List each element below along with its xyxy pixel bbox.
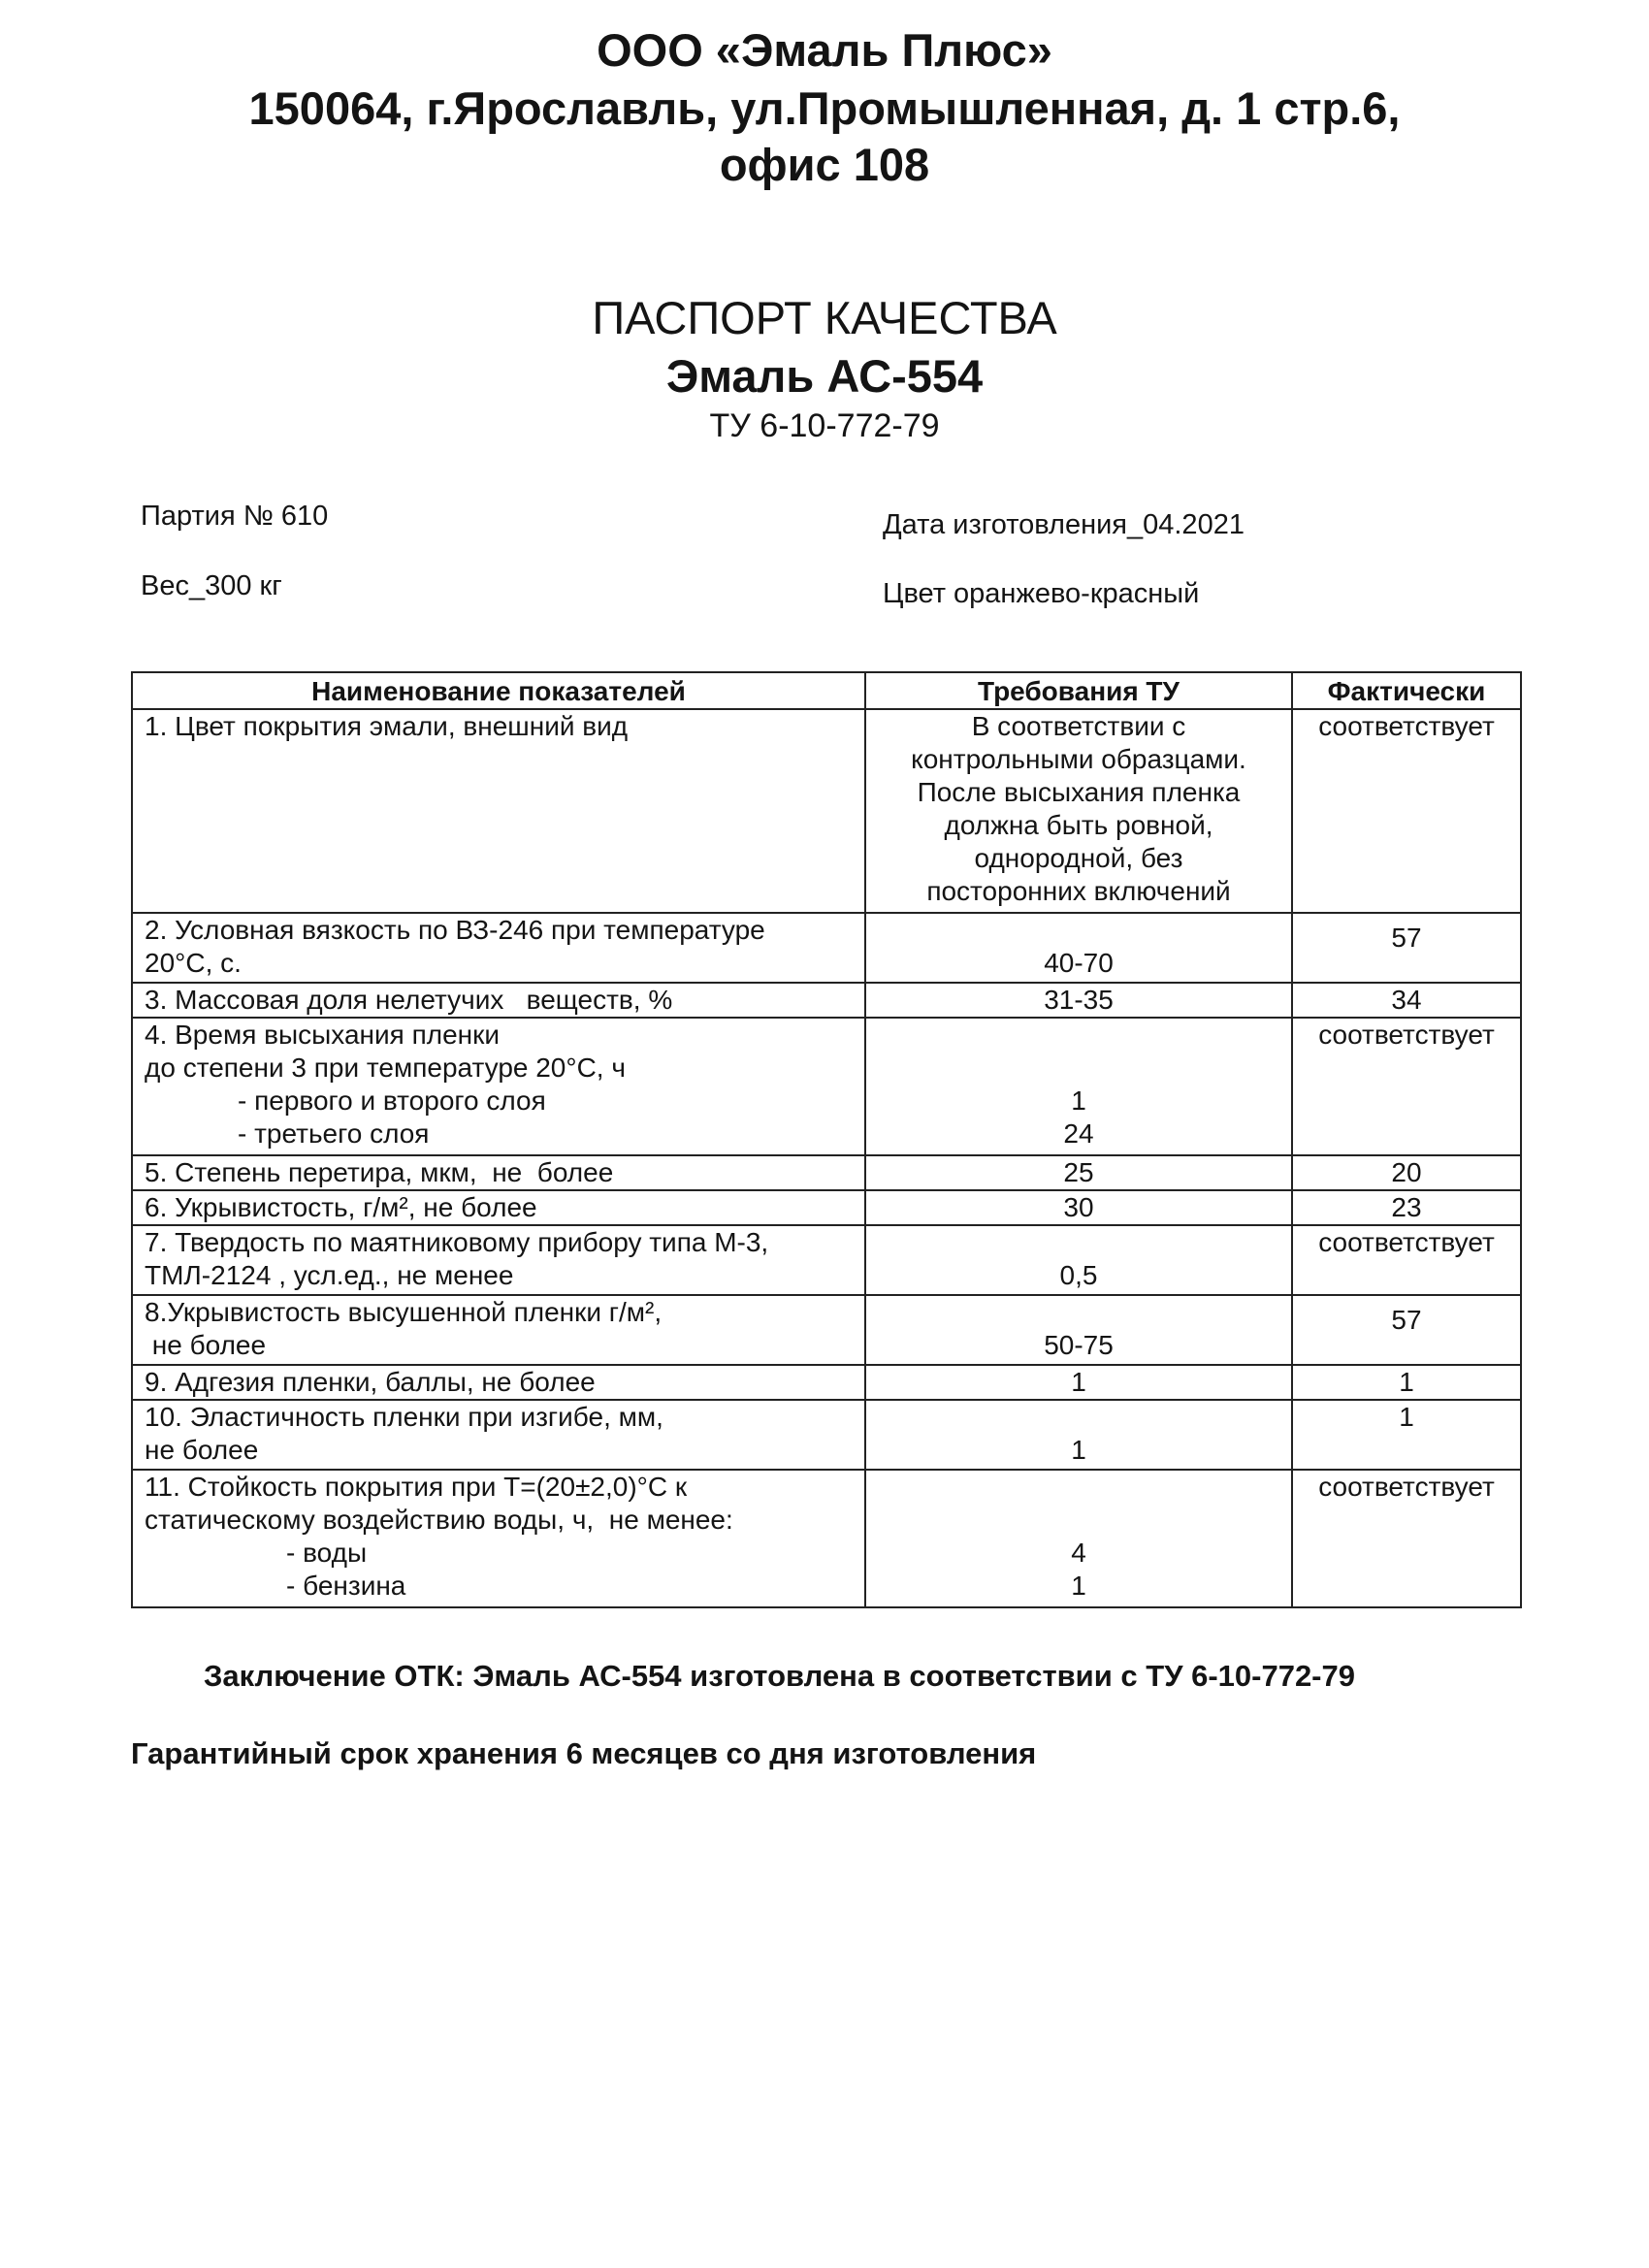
- batch-number: Партия № 610: [141, 501, 329, 532]
- requirement-text: должна быть ровной,: [944, 810, 1213, 840]
- indicator-text: - первого и второго слоя: [238, 1085, 546, 1116]
- indicator-cell: [132, 1470, 865, 1607]
- actual-cell: [1292, 1225, 1521, 1295]
- requirement-cell: [865, 1295, 1292, 1365]
- requirement-cell: [865, 1225, 1292, 1295]
- indicator-text: до степени 3 при температуре 20°С, ч: [145, 1053, 626, 1083]
- table-row: [132, 1365, 1521, 1400]
- indicator-text: 2. Условная вязкость по ВЗ-246 при температуре: [145, 915, 765, 945]
- company-name: ООО «Эмаль Плюс»: [597, 24, 1052, 76]
- requirement-cell: [865, 1400, 1292, 1470]
- indicator-cell: [132, 1018, 865, 1155]
- column-header-actual: Фактически: [1292, 672, 1521, 709]
- indicator-text: 8.Укрывистость высушенной пленки г/м²,: [145, 1297, 663, 1327]
- requirement-cell: [865, 1155, 1292, 1190]
- actual-cell: [1292, 1155, 1521, 1190]
- table-row: [132, 1470, 1521, 1607]
- requirement-text: После высыхания пленка: [917, 777, 1241, 807]
- table-row: [132, 709, 1521, 913]
- requirement-cell: [865, 709, 1292, 913]
- requirement-text: 0,5: [1059, 1260, 1098, 1290]
- indicator-text: 9. Адгезия пленки, баллы, не более: [145, 1367, 596, 1397]
- requirement-text: 1: [1071, 1435, 1086, 1465]
- indicator-text: 4. Время высыхания пленки: [145, 1020, 500, 1050]
- actual-cell: [1292, 1295, 1521, 1365]
- requirement-text: 25: [1063, 1157, 1094, 1187]
- actual-cell: [1292, 1018, 1521, 1155]
- table-row: [132, 983, 1521, 1018]
- requirement-text: 1: [1071, 1571, 1086, 1601]
- actual-text: соответствует: [1318, 1020, 1495, 1050]
- indicator-cell: [132, 1295, 865, 1365]
- requirement-text: однородной, без: [974, 843, 1183, 873]
- indicator-text: 5. Степень перетира, мкм, не более: [145, 1157, 614, 1187]
- column-header-requirement: Требования ТУ: [865, 672, 1292, 709]
- requirement-cell: [865, 1018, 1292, 1155]
- document-title: ПАСПОРТ КАЧЕСТВА: [592, 292, 1057, 343]
- table-row: [132, 1400, 1521, 1470]
- quality-table: [131, 671, 1522, 1608]
- requirement-cell: [865, 983, 1292, 1018]
- table-row: [132, 1225, 1521, 1295]
- indicator-cell: [132, 709, 865, 913]
- indicator-text: ТМЛ-2124 , усл.ед., не менее: [145, 1260, 514, 1290]
- company-office: офис 108: [719, 139, 930, 190]
- table-header-row: [132, 672, 1521, 709]
- table-row: [132, 1190, 1521, 1225]
- indicator-cell: [132, 913, 865, 983]
- indicator-text: - воды: [286, 1538, 368, 1568]
- indicator-text: 11. Стойкость покрытия при Т=(20±2,0)°С к: [145, 1472, 688, 1502]
- indicator-cell: [132, 1400, 865, 1470]
- indicator-cell: [132, 1225, 865, 1295]
- table-row: [132, 1018, 1521, 1155]
- table-row: [132, 1295, 1521, 1365]
- requirement-cell: [865, 1470, 1292, 1607]
- indicator-text: 20°С, с.: [145, 948, 242, 978]
- indicator-text: 3. Массовая доля нелетучих веществ, %: [145, 985, 673, 1015]
- actual-cell: [1292, 1365, 1521, 1400]
- requirement-text: 50-75: [1044, 1330, 1114, 1360]
- requirement-text: 1: [1071, 1367, 1086, 1397]
- indicator-cell: [132, 1155, 865, 1190]
- company-address: 150064, г.Ярославль, ул.Промышленная, д. 1 стр.6,: [248, 82, 1401, 134]
- indicator-text: 10. Эластичность пленки при изгибе, мм,: [145, 1402, 663, 1432]
- actual-cell: [1292, 1190, 1521, 1225]
- table-row: [132, 913, 1521, 983]
- requirement-cell: [865, 913, 1292, 983]
- column-header-indicator: Наименование показателей: [132, 672, 865, 709]
- actual-cell: [1292, 1470, 1521, 1607]
- requirement-text: 31-35: [1044, 985, 1114, 1015]
- actual-text: 57: [1391, 1305, 1422, 1335]
- actual-text: 1: [1399, 1367, 1414, 1397]
- requirement-text: В соответствии с: [971, 711, 1186, 741]
- requirement-text: 24: [1063, 1118, 1094, 1149]
- actual-text: 23: [1391, 1192, 1422, 1222]
- indicator-text: - бензина: [286, 1571, 406, 1601]
- indicator-text: статическому воздействию воды, ч, не менее:: [145, 1505, 733, 1535]
- indicator-cell: [132, 983, 865, 1018]
- indicator-text: не более: [145, 1330, 267, 1360]
- actual-text: 1: [1399, 1402, 1414, 1432]
- requirement-cell: [865, 1365, 1292, 1400]
- spec-number: ТУ 6-10-772-79: [709, 407, 940, 444]
- qc-conclusion: Заключение ОТК: Эмаль АС-554 изготовлена в соответствии с ТУ 6-10-772-79: [204, 1659, 1355, 1693]
- indicator-text: - третьего слоя: [238, 1118, 430, 1149]
- requirement-text: контрольными образцами.: [911, 744, 1246, 774]
- manufacture-date: Дата изготовления_04.2021: [883, 509, 1245, 540]
- indicator-text: 7. Твердость по маятниковому прибору типа М-3,: [145, 1227, 769, 1257]
- table-row: [132, 1155, 1521, 1190]
- batch-weight: Вес_300 кг: [141, 570, 282, 601]
- indicator-cell: [132, 1365, 865, 1400]
- requirement-text: посторонних включений: [926, 876, 1231, 906]
- product-color: Цвет оранжево-красный: [883, 578, 1200, 609]
- indicator-text: 1. Цвет покрытия эмали, внешний вид: [145, 711, 629, 741]
- requirement-cell: [865, 1190, 1292, 1225]
- actual-cell: [1292, 1400, 1521, 1470]
- actual-cell: [1292, 983, 1521, 1018]
- actual-text: 20: [1391, 1157, 1422, 1187]
- indicator-cell: [132, 1190, 865, 1225]
- actual-text: соответствует: [1318, 1227, 1495, 1257]
- indicator-text: 6. Укрывистость, г/м², не более: [145, 1192, 537, 1222]
- requirement-text: 40-70: [1044, 948, 1114, 978]
- requirement-text: 1: [1071, 1085, 1086, 1116]
- actual-cell: [1292, 709, 1521, 913]
- warranty-note: Гарантийный срок хранения 6 месяцев со дня изготовления: [131, 1736, 1037, 1770]
- actual-text: соответствует: [1318, 711, 1495, 741]
- actual-cell: [1292, 913, 1521, 983]
- actual-text: соответствует: [1318, 1472, 1495, 1502]
- requirement-text: 30: [1063, 1192, 1094, 1222]
- product-name: Эмаль АС-554: [665, 350, 984, 402]
- actual-text: 34: [1391, 985, 1422, 1015]
- actual-text: 57: [1391, 923, 1422, 953]
- indicator-text: не более: [145, 1435, 259, 1465]
- requirement-text: 4: [1071, 1538, 1086, 1568]
